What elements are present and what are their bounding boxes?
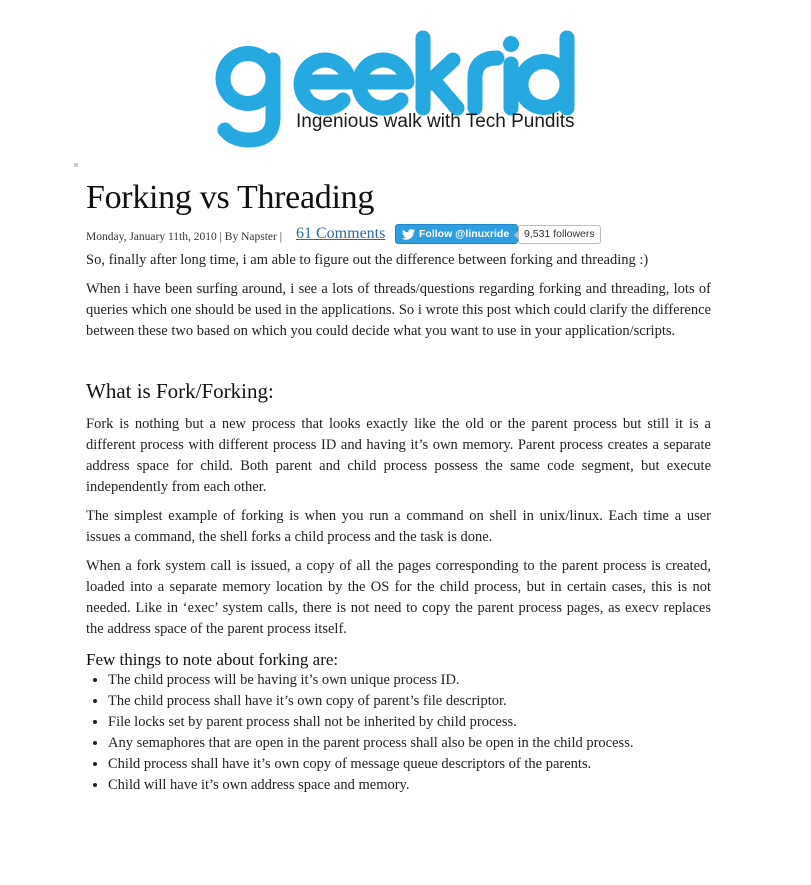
section-heading-fork: What is Fork/Forking:	[86, 379, 274, 403]
notes-heading: Few things to note about forking are:	[86, 650, 339, 669]
list-item: • The child process will be having it’s own unique process ID.	[108, 670, 711, 691]
paragraph-2: Fork is nothing but a new process that looks exactly like the old or the parent process but still it is a different process with different process ID and having it’s own memory. Parent process creates a separate address space for child. Both parent and child process possess the same code segment, but execute independently from each other.	[86, 416, 711, 495]
list-item: • Child process shall have it’s own copy of message queue descriptors of the parents.	[108, 754, 711, 775]
decorative-dot	[74, 163, 78, 167]
list-item: • File locks set by parent process shall not be inherited by child process.	[108, 712, 711, 733]
list-item: • Child will have it’s own address space and memory.	[108, 775, 711, 796]
comments-link[interactable]: 61 Comments	[296, 225, 386, 242]
post-title[interactable]: Forking vs Threading	[86, 179, 375, 216]
followers-count[interactable]: 9,531 followers	[518, 225, 601, 244]
twitter-follow-button[interactable]	[395, 224, 518, 244]
twitter-bird-icon	[402, 229, 415, 240]
paragraph-3: The simplest example of forking is when you run a command on shell in unix/linux. Each time a user issues a command, the shell forks a child process and the task is done.	[86, 508, 711, 545]
follow-label: Follow @linuxride	[419, 228, 510, 240]
article	[86, 178, 711, 796]
site-tagline: Ingenious walk with Tech Pundits	[296, 111, 575, 132]
post-date-author: Monday, January 11th, 2010 | By Napster |	[86, 231, 283, 243]
list-item: • The child process shall have it’s own copy of parent’s file descriptor.	[108, 691, 711, 712]
paragraph-1: When i have been surfing around, i see a lots of threads/questions regarding forking and threading, lots of queries which one should be used in the applications. So i wrote this post which could clarify the difference between these two based on which you could decide what you want to use in your application/scripts.	[86, 281, 711, 339]
post-meta	[86, 221, 711, 247]
notes-list	[86, 670, 711, 796]
intro-paragraph: So, finally after long time, i am able to figure out the difference between forking and threading :)	[86, 252, 649, 268]
paragraph-4: When a fork system call is issued, a copy of all the pages corresponding to the parent process is created, loaded into a separate memory location by the OS for the child process, but in certain cases, this is not needed. Like in ‘exec’ system calls, there is not need to copy the parent process pages, as execv replaces the address space of the parent process itself.	[86, 558, 711, 637]
list-item: • Any semaphores that are open in the parent process shall also be open in the child process.	[108, 733, 711, 754]
